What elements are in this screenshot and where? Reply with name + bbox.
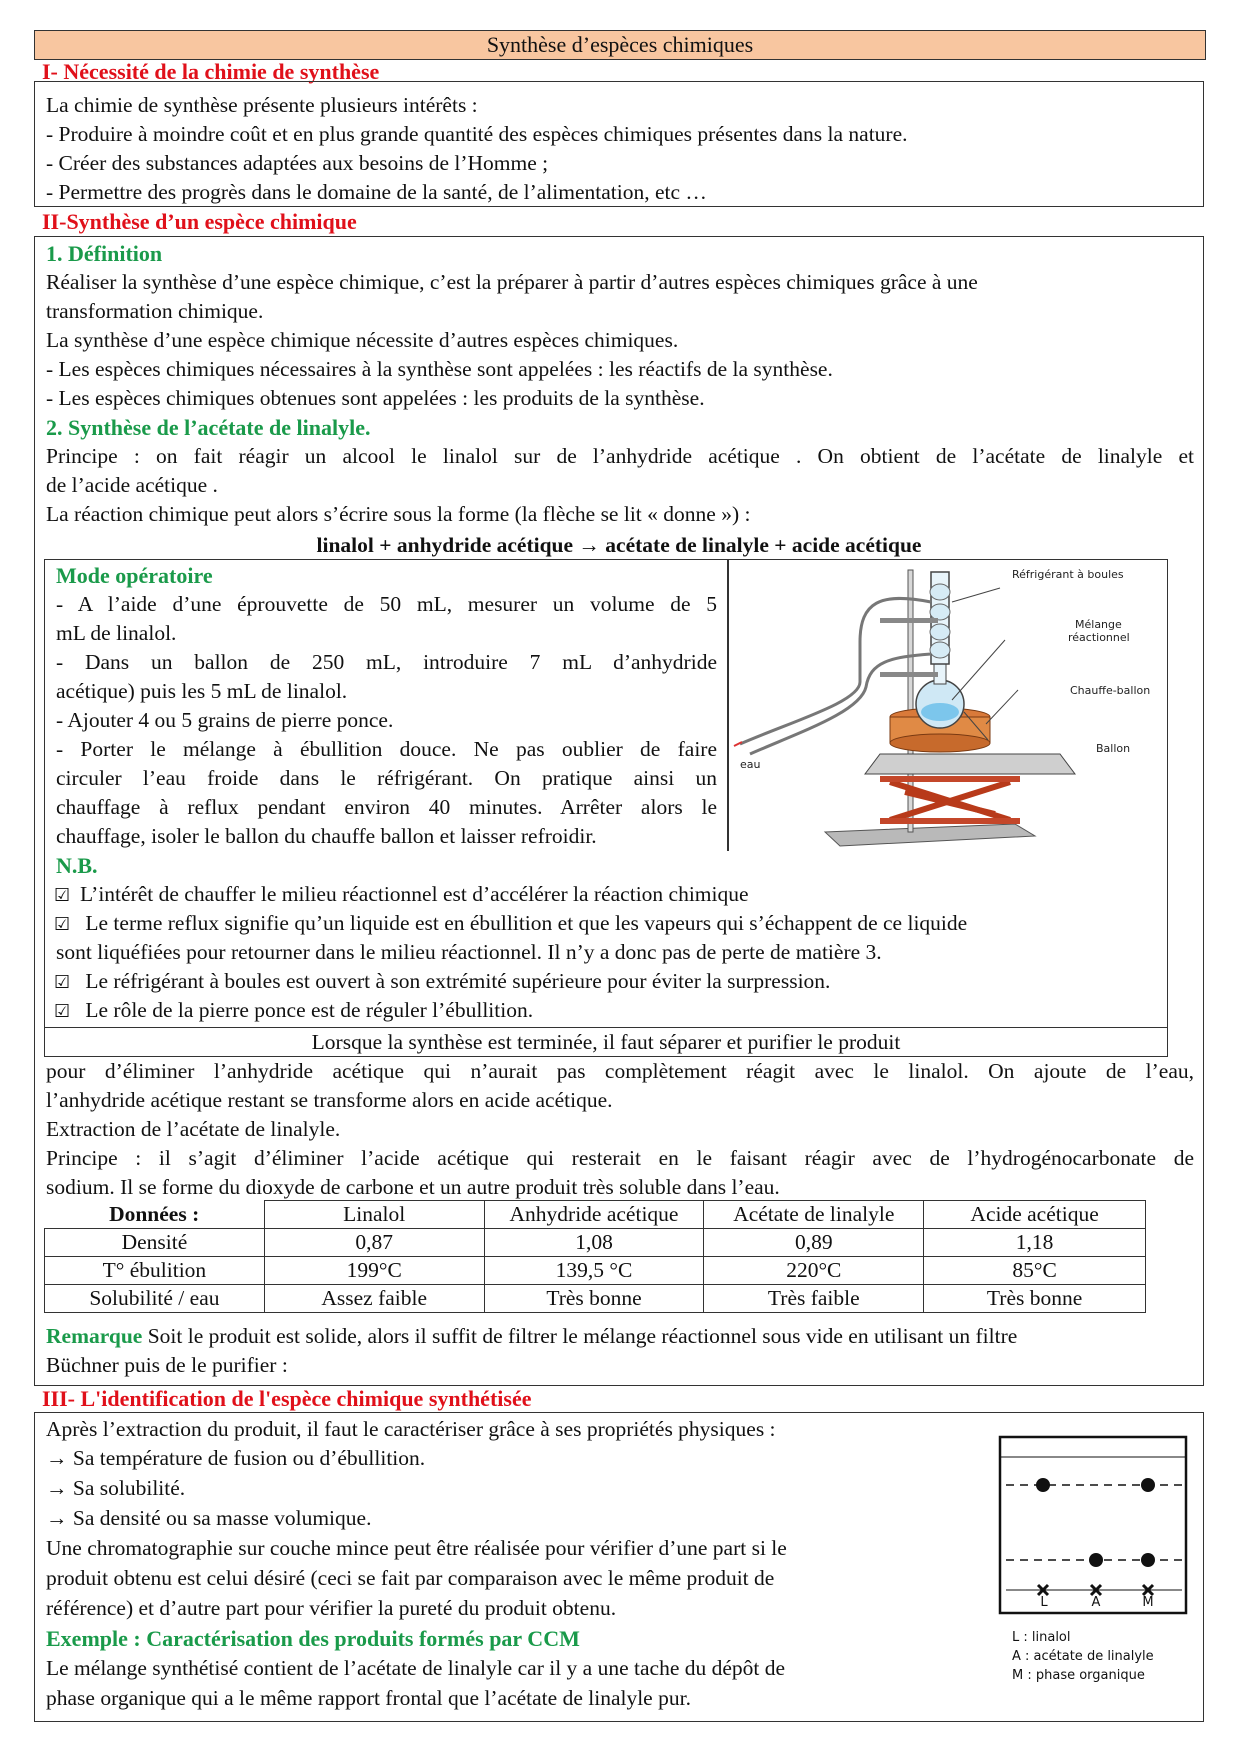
nb-line-4: Le rôle de la pierre ponce est de réguler l’ébullition. (80, 998, 534, 1022)
mode-line-5: - Porter le mélange à ébullition douce. Ne pas oublier de faire (56, 737, 717, 761)
after-line-0: pour d’éliminer l’anhydride acétique qui n’aurait pas complètement réagit avec le linalol. On ajoute de l’eau, (46, 1059, 1194, 1083)
lane-label-m: M (1142, 1595, 1154, 1610)
table-label: Données : (109, 1201, 200, 1226)
table-cell: 1,08 (484, 1229, 704, 1257)
table-cell: 139,5 °C (484, 1257, 704, 1285)
ccm-spot-l (1036, 1478, 1050, 1492)
def-line-2: La synthèse d’une espèce chimique nécessite d’autres espèces chimiques. (46, 328, 679, 352)
example-heading: Exemple : Caractérisation des produits formés par CCM (46, 1626, 580, 1651)
lane-label-a: A (1091, 1595, 1101, 1610)
label-melange-2: réactionnel (1068, 631, 1130, 644)
reflux-figure (730, 562, 1166, 850)
table-cell: Très faible (704, 1285, 924, 1313)
ccm-spot-a (1089, 1553, 1103, 1567)
s1-line-3: - Permettre des progrès dans le domaine de la santé, de l’alimentation, etc … (46, 180, 707, 204)
ccm-spot-m-lower (1141, 1553, 1155, 1567)
mode-line-4: - Ajouter 4 ou 5 grains de pierre ponce. (56, 708, 394, 732)
remarque-text: Soit le produit est solide, alors il suffit de filtrer le mélange réactionnel sous vide en utilisant un filtre (142, 1324, 1018, 1348)
syn-line-2: La réaction chimique peut alors s’écrire sous la forme (la flèche se lit « donne ») : (46, 502, 751, 526)
separate-banner: Lorsque la synthèse est terminée, il faut séparer et purifier le produit (44, 1027, 1168, 1057)
table-cell: Très bonne (484, 1285, 704, 1313)
mode-divider (727, 559, 729, 851)
def-line-1: transformation chimique. (46, 299, 264, 323)
table-header: Acétate de linalyle (704, 1201, 924, 1229)
mode-line-1: mL de linalol. (56, 621, 177, 645)
ccm-plate-drawing (998, 1435, 1188, 1615)
def-line-0: Réaliser la synthèse d’une espèce chimique, c’est la préparer à partir d’autres espèces chimiques grâce à une (46, 270, 978, 294)
section-3-heading: III- L'identification de l'espèce chimique synthétisée (42, 1386, 532, 1411)
page-title: Synthèse d’espèces chimiques (34, 30, 1206, 60)
after-line-3: Principe : il s’agit d’éliminer l’acide acétique qui resterait en le faisant réagir avec de l’hydrogénocarbonate de (46, 1146, 1194, 1170)
lane-label-l: L (1040, 1595, 1048, 1610)
ccm-legend-a: A : acétate de linalyle (1012, 1649, 1154, 1664)
table-row (45, 1285, 1146, 1313)
remarque-line-2: Büchner puis de le purifier : (46, 1353, 288, 1377)
mode-line-8: chauffage, isoler le ballon du chauffe ballon et laisser refroidir. (56, 824, 597, 848)
mode-heading: Mode opératoire (56, 563, 213, 588)
mode-line-6: circuler l’eau froide dans le réfrigérant. On pratique ainsi un (56, 766, 717, 790)
example-line-1: phase organique qui a le même rapport frontal que l’acétate de linalyle pur. (46, 1686, 691, 1710)
ccm-legend-m: M : phase organique (1012, 1668, 1145, 1683)
ccm-spot-m-upper (1141, 1478, 1155, 1492)
checkbox-icon: ☑ (54, 972, 71, 993)
table-header: Acide acétique (924, 1201, 1146, 1229)
s1-line-2: - Créer des substances adaptées aux besoins de l’Homme ; (46, 151, 549, 175)
table-cell: 199°C (264, 1257, 484, 1285)
def-line-4: - Les espèces chimiques obtenues sont appelées : les produits de la synthèse. (46, 386, 705, 410)
reaction-equation: linalol + anhydride acétique → acétate de linalyle + acide acétique (316, 533, 922, 557)
ccm-legend-l: L : linalol (1012, 1630, 1071, 1645)
label-melange-1: Mélange (1075, 618, 1122, 631)
table-cell: 1,18 (924, 1229, 1146, 1257)
table-row (45, 1257, 1146, 1285)
table-cell: Assez faible (264, 1285, 484, 1313)
section-1-heading: I- Nécessité de la chimie de synthèse (42, 59, 380, 84)
nb-line-0: L’intérêt de chauffer le milieu réactionnel est d’accélérer la réaction chimique (80, 882, 749, 906)
checkbox-icon: ☑ (54, 1001, 71, 1022)
after-line-4: sodium. Il se forme du dioxyde de carbone et un autre produit très soluble dans l’eau. (46, 1175, 780, 1199)
nb-line-2: sont liquéfiées pour retourner dans le milieu réactionnel. Il n’y a donc pas de perte de matière 3. (56, 940, 882, 964)
ccm-plate (998, 1435, 1188, 1615)
checkbox-icon: ☑ (54, 914, 71, 935)
table-cell: Densité (45, 1229, 265, 1257)
mode-line-3: acétique) puis les 5 mL de linalol. (56, 679, 348, 703)
data-table (44, 1200, 1146, 1313)
s1-line-0: La chimie de synthèse présente plusieurs intérêts : (46, 93, 478, 117)
s3-line-6: référence) et d’autre part pour vérifier la pureté du produit obtenu. (46, 1596, 617, 1620)
label-eau: eau (740, 758, 761, 771)
table-header: Linalol (264, 1201, 484, 1229)
nb-line-1: Le terme reflux signifie qu’un liquide est en ébullition et que les vapeurs qui s’échappent de ce liquide (80, 911, 968, 935)
table-cell: Solubilité / eau (45, 1285, 265, 1313)
s3-line-3: → Sa densité ou sa masse volumique. (46, 1506, 372, 1530)
after-line-2: Extraction de l’acétate de linalyle. (46, 1117, 341, 1141)
label-ballon: Ballon (1096, 742, 1131, 755)
mode-line-7: chauffage à reflux pendant environ 40 minutes. Arrêter alors le (56, 795, 717, 819)
label-chauffe-ballon: Chauffe-ballon (1070, 684, 1151, 697)
def-line-3: - Les espèces chimiques nécessaires à la synthèse sont appelées : les réactifs de la synthèse. (46, 357, 833, 381)
s3-line-5: produit obtenu est celui désiré (ceci se fait par comparaison avec le même produit de (46, 1566, 775, 1590)
s3-line-1: → Sa température de fusion ou d’ébullition. (46, 1446, 426, 1470)
remarque-label: Remarque (46, 1324, 143, 1348)
s3-line-2: → Sa solubilité. (46, 1476, 186, 1500)
syn-line-0: Principe : on fait réagir un alcool le linalol sur de l’anhydride acétique . On obtient de l’acétate de linalyle et (46, 444, 1194, 468)
nb-heading: N.B. (56, 853, 98, 878)
mode-line-0: - A l’aide d’une éprouvette de 50 mL, mesurer un volume de 5 (56, 592, 717, 616)
syn-line-1: de l’acide acétique . (46, 473, 218, 497)
section-2-heading: II-Synthèse d’un espèce chimique (42, 209, 357, 234)
table-cell: 0,87 (264, 1229, 484, 1257)
label-refrigerant: Réfrigérant à boules (1012, 568, 1124, 581)
s3-line-4: Une chromatographie sur couche mince peut être réalisée pour vérifier d’une part si le (46, 1536, 787, 1560)
table-cell: Très bonne (924, 1285, 1146, 1313)
definition-heading: 1. Définition (46, 241, 163, 266)
table-cell: 220°C (704, 1257, 924, 1285)
example-line-0: Le mélange synthétisé contient de l’acétate de linalyle car il y a une tache du dépôt de (46, 1656, 786, 1680)
table-cell: T° ébulition (45, 1257, 265, 1285)
s1-line-1: - Produire à moindre coût et en plus grande quantité des espèces chimiques présentes dans la nature. (46, 122, 908, 146)
table-header: Anhydride acétique (484, 1201, 704, 1229)
reflux-apparatus-drawing (730, 562, 1166, 850)
table-cell: 0,89 (704, 1229, 924, 1257)
checkbox-icon: ☑ (54, 885, 71, 906)
table-row (45, 1229, 1146, 1257)
nb-line-3: Le réfrigérant à boules est ouvert à son extrémité supérieure pour éviter la surpression. (80, 969, 831, 993)
s3-line-0: Après l’extraction du produit, il faut le caractériser grâce à ses propriétés physiques : (46, 1417, 776, 1441)
synthesis-heading: 2. Synthèse de l’acétate de linalyle. (46, 415, 371, 440)
table-cell: 85°C (924, 1257, 1146, 1285)
after-line-1: l’anhydride acétique restant se transforme alors en acide acétique. (46, 1088, 613, 1112)
mode-line-2: - Dans un ballon de 250 mL, introduire 7 mL d’anhydride (56, 650, 717, 674)
